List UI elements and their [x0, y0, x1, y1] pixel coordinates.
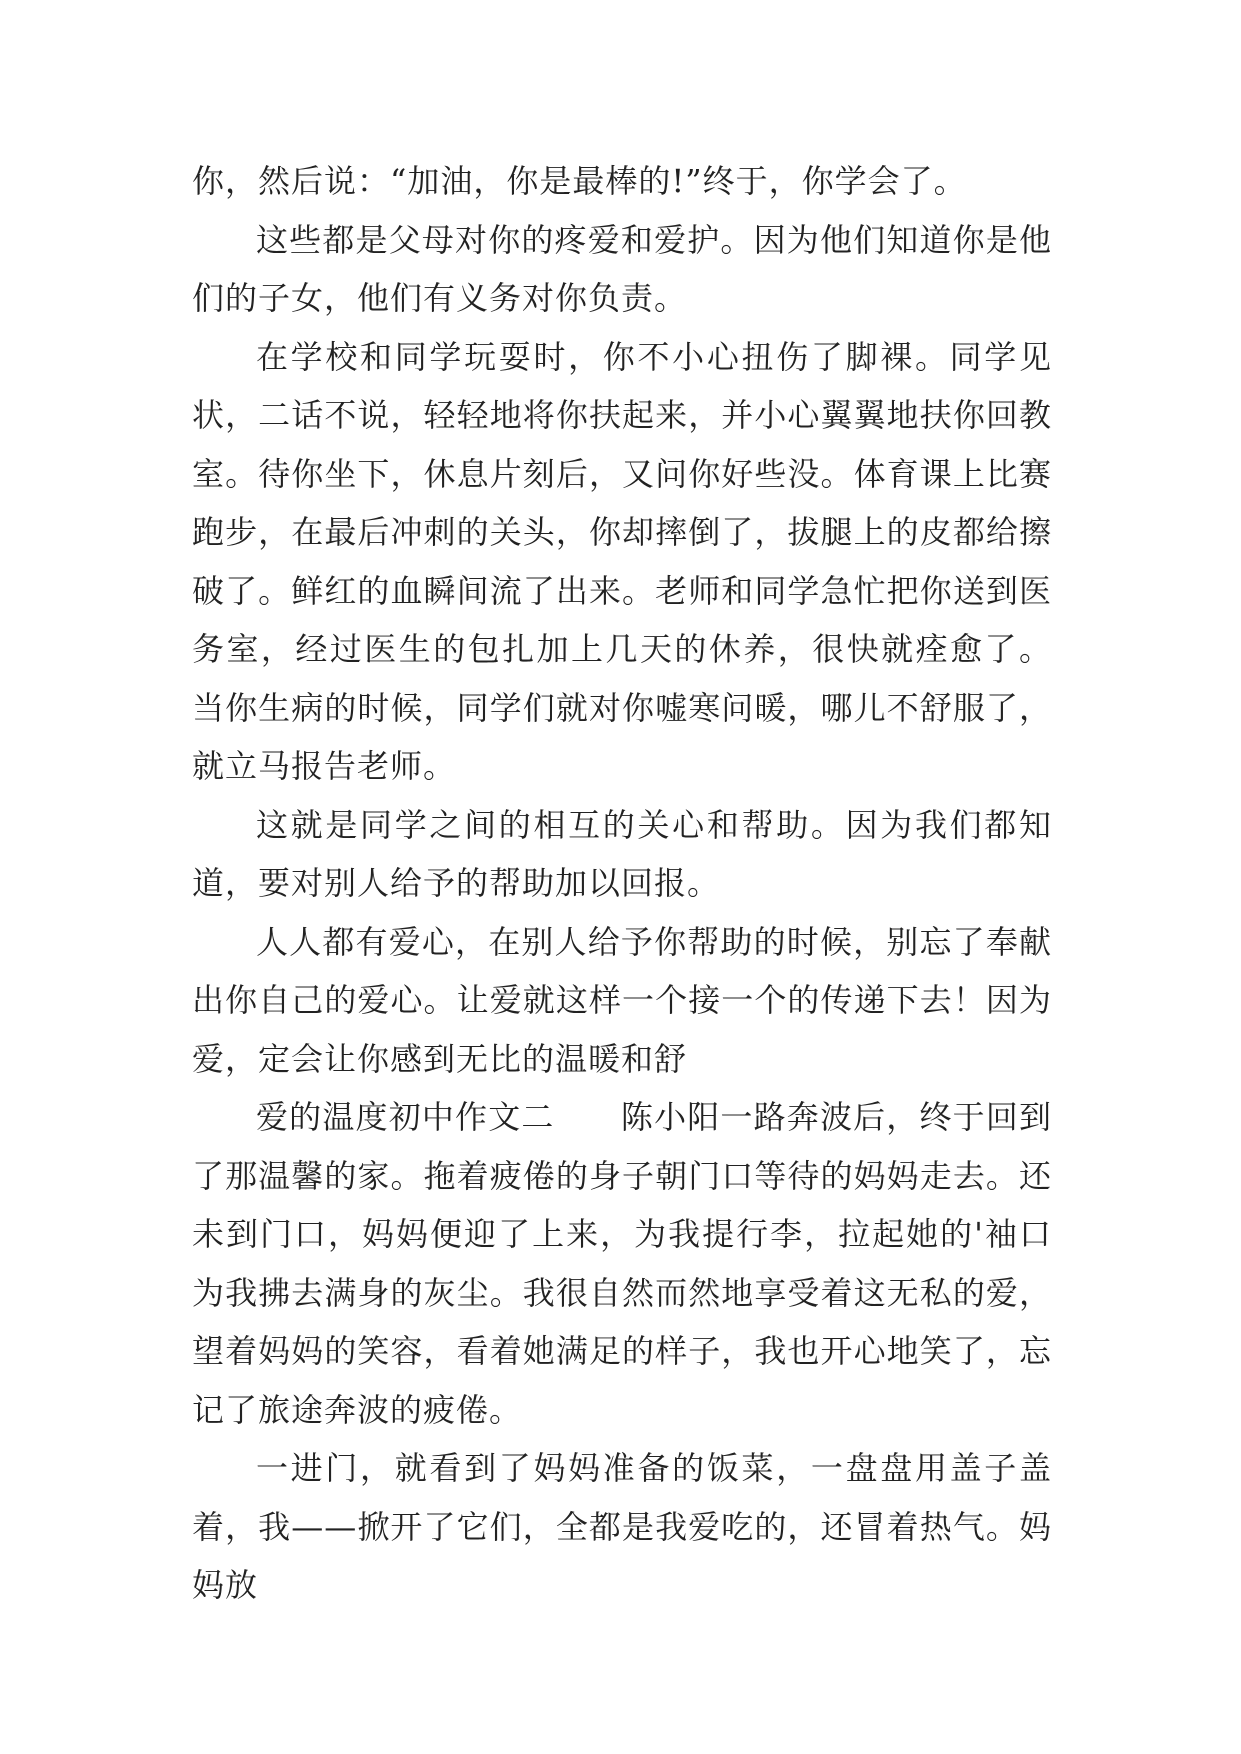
- paragraph-continuation: 你，然后说：“加油，你是最棒的!”终于，你学会了。: [192, 162, 967, 200]
- paragraph-parents-love: 这些都是父母对你的疼爱和爱护。因为他们知道你是他们的子女，他们有义务对你负责。: [192, 220, 1052, 317]
- essay-body: [192, 152, 1052, 1615]
- paragraph-mutual-care: 这就是同学之间的相互的关心和帮助。因为我们都知道，要对别人给予的帮助加以回报。: [192, 805, 1052, 902]
- paragraph-classmates-help: 在学校和同学玩耍时，你不小心扭伤了脚裸。同学见状，二话不说，轻轻地将你扶起来，并小心翼翼地扶你回教室。待你坐下，休息片刻后，又问你好些没。体育课上比赛跑步，在最后冲刺的关头，你却摔倒了，拔腿上的皮都给擦破了。鲜红的血瞬间流了出来。老师和同学急忙把你送到医务室，经过医生的包扎加上几天的休养，很快就痊愈了。 当你生病的时候，同学们就对你嘘寒问暖，哪儿不舒服了，就立马报告老师。: [192, 337, 1052, 785]
- paragraph-essay-two-start: 爱的温度初中作文二 陈小阳一路奔波后，终于回到了那温馨的家。拖着疲倦的身子朝门口等待的妈妈走去。还未到门口，妈妈便迎了上来，为我提行李，拉起她的'袖口为我拂去满身的灰尘。我很自然而然地享受着这无私的爱，望着妈妈的笑容，看着她满足的样子，我也开心地笑了，忘记了旅途奔波的疲倦。: [192, 1098, 1052, 1429]
- paragraph-pass-on-love: 人人都有爱心，在别人给予你帮助的时候，别忘了奉献出你自己的爱心。让爱就这样一个接一个的传递下去！因为爱，定会让你感到无比的温暖和舒: [192, 922, 1052, 1078]
- paragraph-dinner: 一进门，就看到了妈妈准备的饭菜，一盘盘用盖子盖着，我——掀开了它们，全都是我爱吃的，还冒着热气。妈妈放: [192, 1449, 1052, 1604]
